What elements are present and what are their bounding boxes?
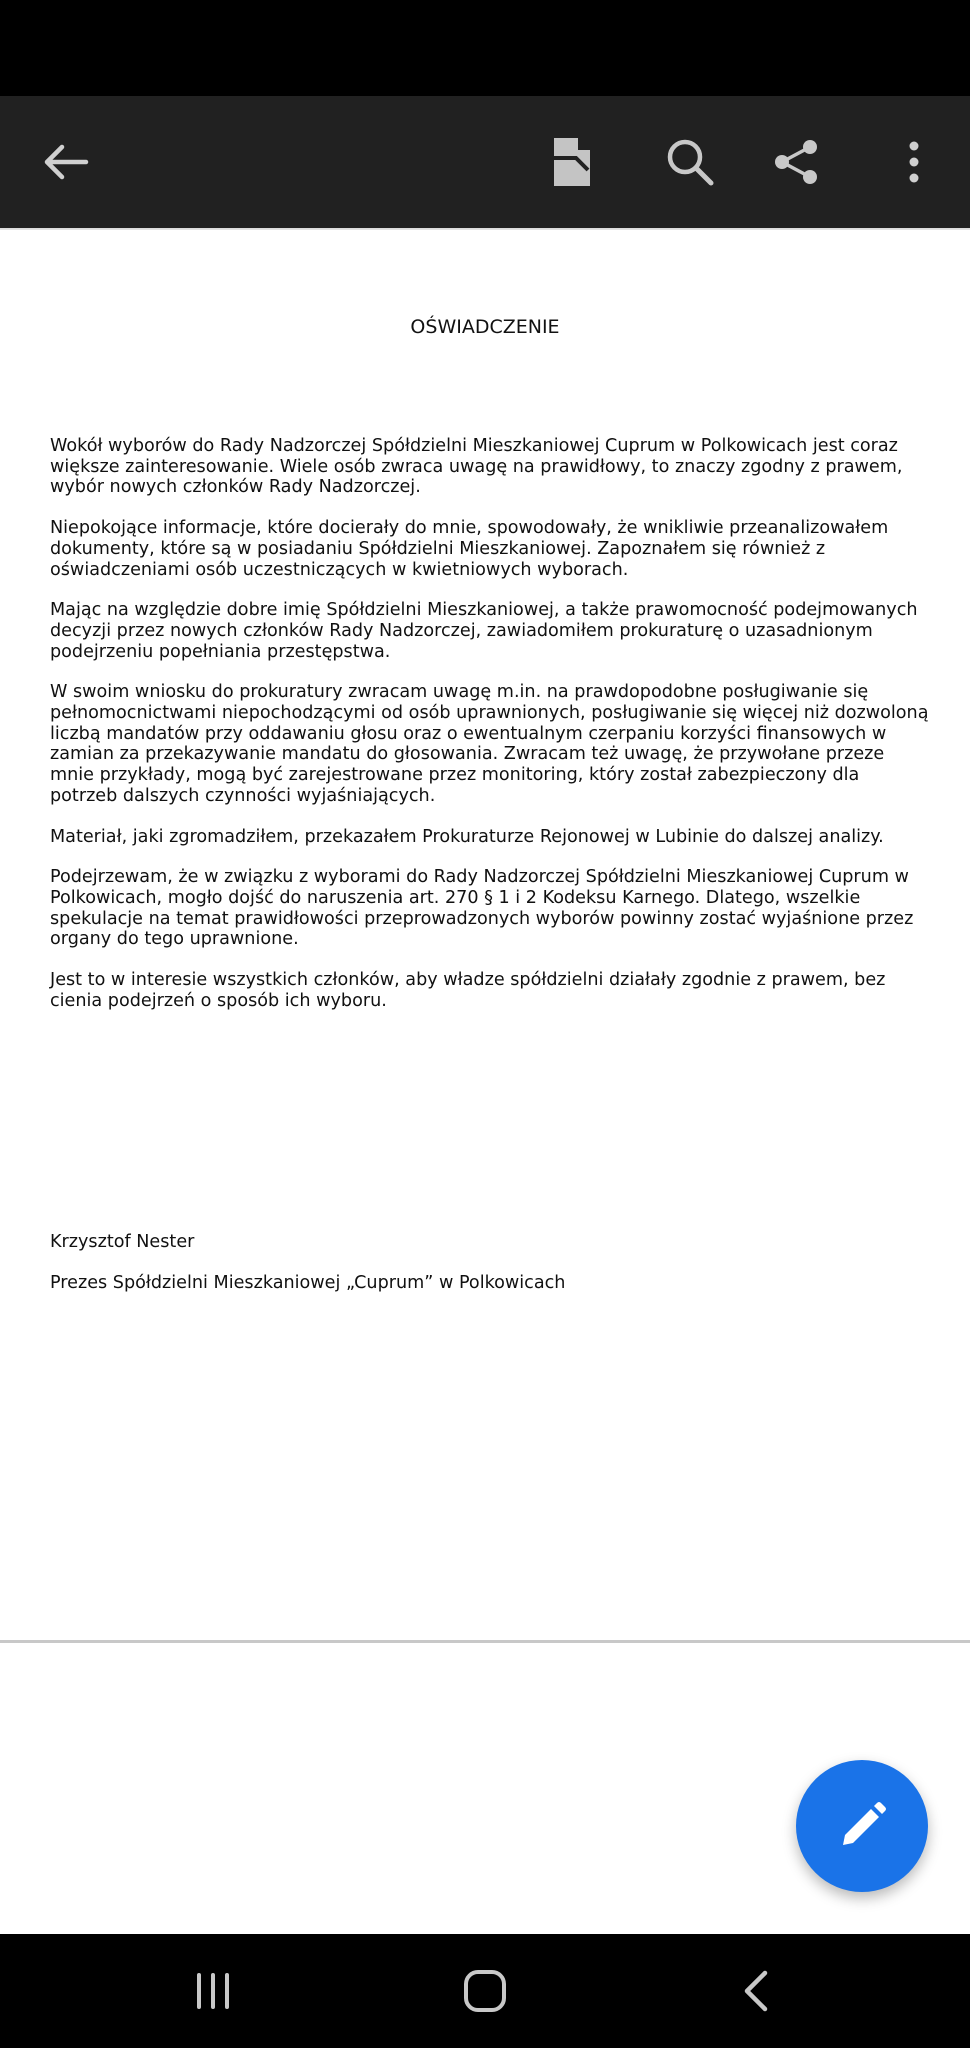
paragraph: W swoim wniosku do prokuratury zwracam uwagę m.in. na prawdopodobne posługiwanie się pełnomocnictwami niepochodzącymi od osób uprawnionych, posługiwanie się więcej niż dozwoloną liczbą mandatów przy oddawaniu głosu oraz o ewentualnym czerpaniu korzyści finansowych w zamian za przekazywanie mandatu do głosowania. Zwracam też uwagę, że przywołane przeze mnie przykłady, mogą być zarejestrowane przez monitoring, który został zabezpieczony dla potrzeb dalszych czynności wyjaśniających. bbox=[50, 682, 929, 806]
share-icon[interactable] bbox=[758, 96, 834, 228]
pencil-icon bbox=[835, 1799, 889, 1853]
recents-icon[interactable] bbox=[153, 1934, 273, 2048]
status-bar bbox=[0, 0, 970, 96]
search-icon[interactable] bbox=[652, 96, 728, 228]
navigation-bar bbox=[0, 1934, 970, 2048]
paragraph: Wokół wyborów do Rady Nadzorczej Spółdzielni Mieszkaniowej Cuprum w Polkowicach jest coraz większe zainteresowanie. Wiele osób zwraca uwagę na prawidłowy, to znaczy zgodny z prawem, wybór nowych członków Rady Nadzorczej. bbox=[50, 436, 903, 498]
paragraph: Jest to w interesie wszystkich członków, aby władze spółdzielni działały zgodnie z prawem, bez cienia podejrzeń o sposób ich wyboru. bbox=[50, 970, 886, 1011]
paragraph: Mając na względzie dobre imię Spółdzielni Mieszkaniowej, a także prawomocność podejmowanych decyzji przez nowych członków Rady Nadzorczej, zawiadomiłem prokuraturę o uzasadnionym podejrzeniu popełniania przestępstwa. bbox=[50, 600, 918, 662]
signature-block bbox=[50, 1232, 565, 1314]
document-body bbox=[50, 436, 930, 1031]
document-title: OŚWIADCZENIE bbox=[410, 316, 560, 338]
more-vertical-icon[interactable] bbox=[884, 96, 944, 228]
home-icon[interactable] bbox=[425, 1934, 545, 2048]
document-page[interactable] bbox=[0, 230, 970, 1640]
top-toolbar bbox=[0, 96, 970, 228]
paragraph: Materiał, jaki zgromadziłem, przekazałem Prokuraturze Rejonowej w Lubinie do dalszej analizy. bbox=[50, 826, 884, 847]
paragraph: Niepokojące informacje, które docierały do mnie, spowodowały, że wnikliwie przeanalizowałem dokumenty, które są w posiadaniu Spółdzielni Mieszkaniowej. Zapoznałem się również z oświadczeniami osób uczestniczących w kwietniowych wyborach. bbox=[50, 518, 889, 580]
paragraph: Podejrzewam, że w związku z wyborami do Rady Nadzorczej Spółdzielni Mieszkaniowej Cuprum w Polkowicach, mogło dojść do naruszenia art. 270 § 1 i 2 Kodeksu Karnego. Dlatego, wszelkie spekulacje na temat prawidłowości przeprowadzonych wyborów powinny zostać wyjaśnione przez organy do tego uprawnione. bbox=[50, 867, 914, 950]
arrow-left-icon[interactable] bbox=[28, 96, 104, 228]
page-divider bbox=[0, 1640, 970, 1643]
edit-fab-button[interactable] bbox=[796, 1760, 928, 1892]
page-view-icon[interactable] bbox=[536, 96, 608, 228]
nav-back-icon[interactable] bbox=[696, 1934, 816, 2048]
signature-name: Krzysztof Nester bbox=[50, 1232, 195, 1252]
signature-role: Prezes Spółdzielni Mieszkaniowej „Cuprum” w Polkowicach bbox=[50, 1273, 566, 1293]
